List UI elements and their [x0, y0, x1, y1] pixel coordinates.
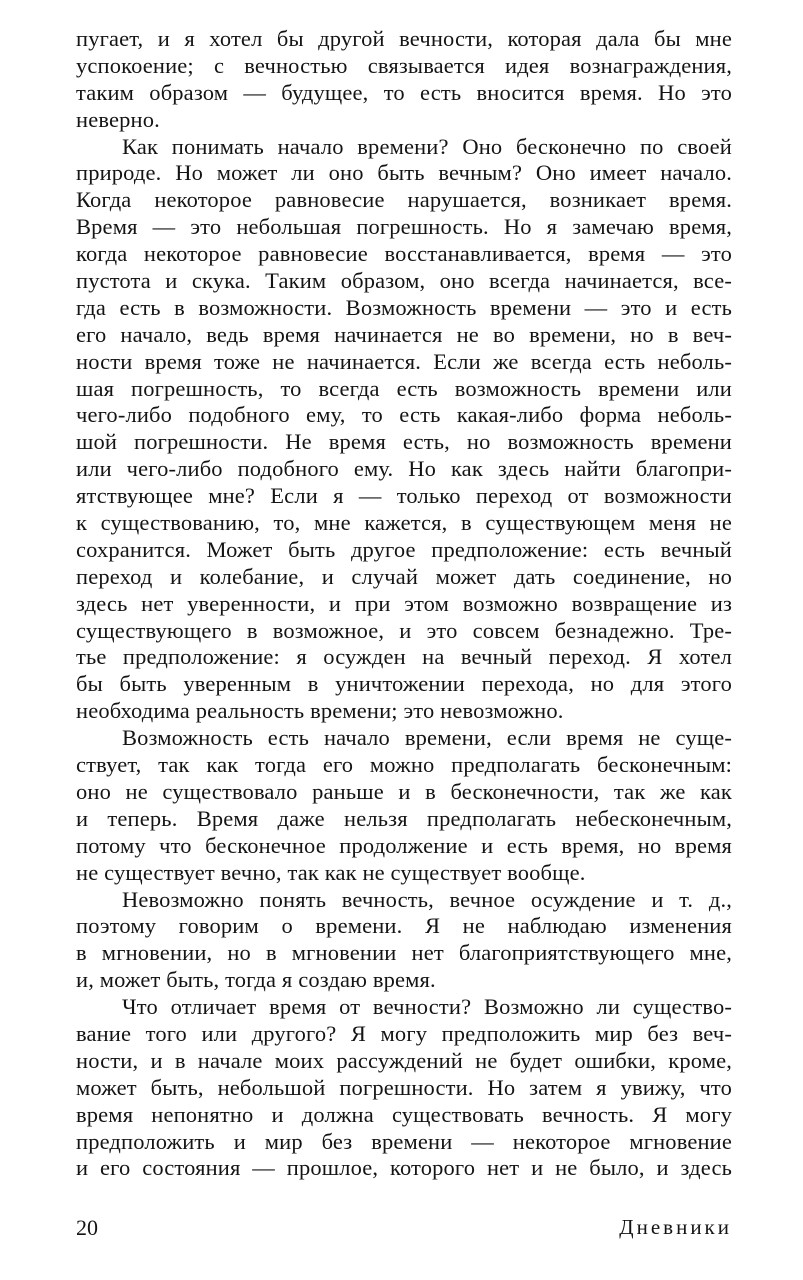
paragraph	[76, 725, 732, 886]
text-line: оно не существовало раньше и в бесконечности, так же как	[76, 778, 732, 804]
text-line: природе. Но может ли оно быть вечным? Оно имеет начало.	[76, 160, 732, 186]
text-line: пугает, и я хотел бы другой вечности, которая дала бы мне	[76, 26, 732, 51]
text-line: время непонятно и должна существовать вечность. Я могу	[76, 1101, 732, 1127]
text-line: Невозможно понять вечность, вечное осуждение и т. д.,	[122, 886, 732, 912]
page-footer	[76, 1215, 732, 1245]
text-line: гда есть в возможности. Возможность времени — это и есть	[76, 294, 732, 320]
text-line: таким образом — будущее, то есть вносится время. Но это	[76, 79, 732, 105]
text-line: ности время тоже не начинается. Если же всегда есть неболь-	[76, 348, 732, 374]
paragraph	[76, 134, 732, 726]
text-line: переход и колебание, и случай может дать соединение, но	[76, 563, 732, 589]
text-line: ности, и в начале моих рассуждений не будет ошибки, кроме,	[76, 1047, 732, 1073]
paragraph	[76, 994, 732, 1182]
text-line: к существованию, то, мне кажется, в существующем меня не	[76, 510, 732, 536]
text-line: пустота и скука. Таким образом, оно всегда начинается, все-	[76, 268, 732, 294]
page-body	[76, 26, 732, 1182]
running-title: Дневники	[619, 1215, 732, 1239]
text-line: ятствующее мне? Если я — только переход от возможности	[76, 483, 732, 509]
text-line: Как понимать начало времени? Оно бесконечно по своей	[122, 133, 732, 159]
paragraph	[76, 26, 732, 134]
text-line: существующего в возможное, и это совсем безнадежно. Тре-	[76, 617, 732, 643]
text-line: и, может быть, тогда я создаю время.	[76, 967, 436, 993]
text-line: успокоение; с вечностью связывается идея вознаграждения,	[76, 52, 732, 78]
text-line: или чего-либо подобного ему. Но как здесь найти благопри-	[76, 456, 732, 482]
text-line: и теперь. Время даже нельзя предполагать небесконечным,	[76, 805, 732, 831]
text-line: потому что бесконечное продолжение и есть время, но время	[76, 832, 732, 858]
text-line: Когда некоторое равновесие нарушается, возникает время.	[76, 187, 732, 213]
text-line: сохранится. Может быть другое предположение: есть вечный	[76, 536, 732, 562]
text-line: в мгновении, но в мгновении нет благоприятствующего мне,	[76, 940, 732, 966]
text-line: неверно.	[76, 106, 160, 132]
text-line: тье предположение: я осужден на вечный переход. Я хотел	[76, 644, 732, 670]
text-line: Возможность есть начало времени, если время не суще-	[122, 725, 732, 751]
text-line: шая погрешность, то всегда есть возможность времени или	[76, 375, 732, 401]
text-line: Время — это небольшая погрешность. Но я замечаю время,	[76, 214, 732, 240]
text-line: необходима реальность времени; это невозможно.	[76, 698, 564, 724]
text-line: когда некоторое равновесие восстанавливается, время — это	[76, 241, 732, 267]
text-line: Что отличает время от вечности? Возможно ли существо-	[122, 994, 732, 1020]
text-line: здесь нет уверенности, и при этом возможно возвращение из	[76, 590, 732, 616]
text-line: вание того или другого? Я могу предположить мир без веч-	[76, 1020, 732, 1046]
text-line: чего-либо подобного ему, то есть какая-либо форма неболь-	[76, 402, 732, 428]
paragraph	[76, 887, 732, 995]
text-line: бы быть уверенным в уничтожении перехода, но для этого	[76, 671, 732, 697]
page-number: 20	[76, 1215, 98, 1240]
text-line: может быть, небольшой погрешности. Но затем я увижу, что	[76, 1074, 732, 1100]
text-line: шой погрешности. Не время есть, но возможность времени	[76, 429, 732, 455]
text-line: и его состояния — прошлое, которого нет и не было, и здесь	[76, 1155, 732, 1181]
text-line: предположить и мир без времени — некоторое мгновение	[76, 1128, 732, 1154]
text-line: его начало, ведь время начинается не во времени, но в веч-	[76, 321, 732, 347]
text-line: не существует вечно, так как не существует вообще.	[76, 859, 586, 885]
text-line: ствует, так как тогда его можно предполагать бесконечным:	[76, 752, 732, 778]
text-line: поэтому говорим о времени. Я не наблюдаю изменения	[76, 913, 732, 939]
